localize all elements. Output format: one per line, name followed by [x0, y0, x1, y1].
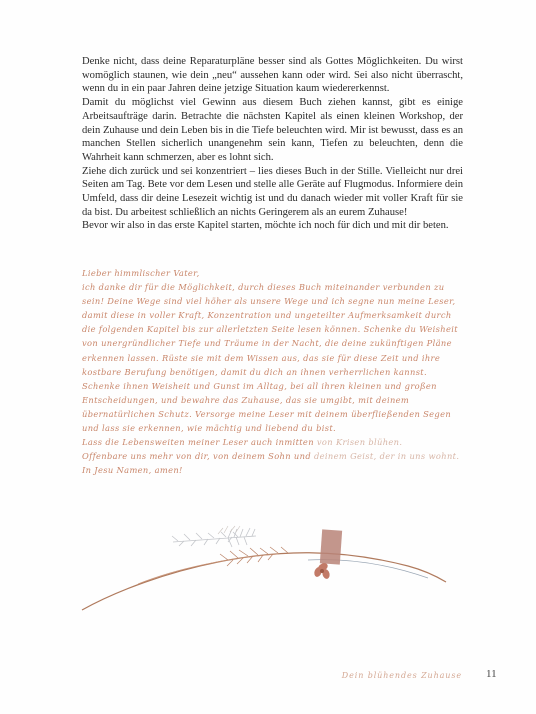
body-paragraph-2: Damit du möglichst viel Gewinn aus diesem Buch ziehen kannst, gibt es einige Arbeitsaufträge darin. Betrachte die nächsten Kapitel als einen kleinen Workshop, der dein Zuhause und dein Leben bis in die Tiefe beleuchten wird. Mir ist bewusst, dass es an manchen Stellen sicherlich unangenehm sein kann, Tiefen zu beleuchten, denn die Wahrheit kann schmerzen, aber es lohnt sich.	[82, 97, 463, 163]
prayer-greeting: Lieber himmlischer Vater,	[82, 268, 200, 278]
body-paragraph-4: Bevor wir also in das erste Kapitel starten, möchte ich noch für dich und mit dir beten.	[82, 220, 449, 232]
body-paragraph-3: Ziehe dich zurück und sei konzentriert – lies dieses Buch in der Stille. Vielleicht nur drei Seiten am Tag. Bete vor dem Lesen und stelle alle Geräte auf Flugmodus. Informiere dein Umfeld, dass dir deine Lesezeit wichtig ist und du danach wieder mit voller Kraft für sie da bist. Du arbeitest schließlich an nichts Geringerem als an eurem Zuhause!	[82, 165, 463, 218]
prayer-line-a-text: Lass die Lebensweiten meiner Leser auch inmitten	[82, 437, 314, 448]
prayer-line-a-faded: von Krisen blühen.	[316, 437, 403, 448]
prayer-line-b-text: Offenbare uns mehr von dir, von deinem Sohn und	[82, 451, 311, 462]
prayer-line-a	[82, 435, 463, 449]
body-text	[82, 55, 463, 233]
prayer-line-b-faded: deinem Geist, der in uns wohnt.	[313, 451, 460, 462]
body-paragraph-1: Denke nicht, dass deine Reparaturpläne besser sind als Gottes Möglichkeiten. Du wirst womöglich staunen, wie dein „neu“ aussehen kann oder wird. Sei also nicht überrascht, wenn du in ein paar Jahren deine jetzige Situation kaum wiedererkennst.	[82, 56, 463, 95]
prayer-closing: In Jesu Namen, amen!	[82, 465, 183, 476]
prayer-line-b	[82, 449, 463, 463]
running-footer-title: Dein blühendes Zuhause	[341, 671, 462, 680]
dried-grass-stem-with-flower-and-tape-icon	[78, 520, 448, 615]
prayer-text: ich danke dir für die Möglichkeit, durch dieses Buch miteinander verbunden zu sein! Deine Wege sind viel höher als unsere Wege und ich segne nun meine Leser, damit diese in voller Kraft, Konzentration und ungeteilter Aufmerksamkeit durch die folgenden Kapitel bis zur allerletzten Seite lesen können. Schenke du Weisheit von unergründlicher Tiefe und Träume in der Nacht, die deine zukünftigen Pläne erkennen lassen. Rüste sie mit dem Wissen aus, das sie für diese Zeit und ihre kostbare Berufung benötigen, damit du dich an ihnen verherrlichen kannst. Schenke ihnen Weisheit und Gunst im Alltag, bei all ihren kleinen und großen Entscheidungen, und bewahre das Zuhause, das sie umgibt, mit deinem übernatürlichen Schutz. Versorge meine Leser mit deinem überfließenden Segen und lass sie erkennen, wie mächtig und liebend du bist.	[82, 282, 458, 434]
page-number: 11	[486, 668, 497, 680]
prayer	[82, 266, 463, 477]
